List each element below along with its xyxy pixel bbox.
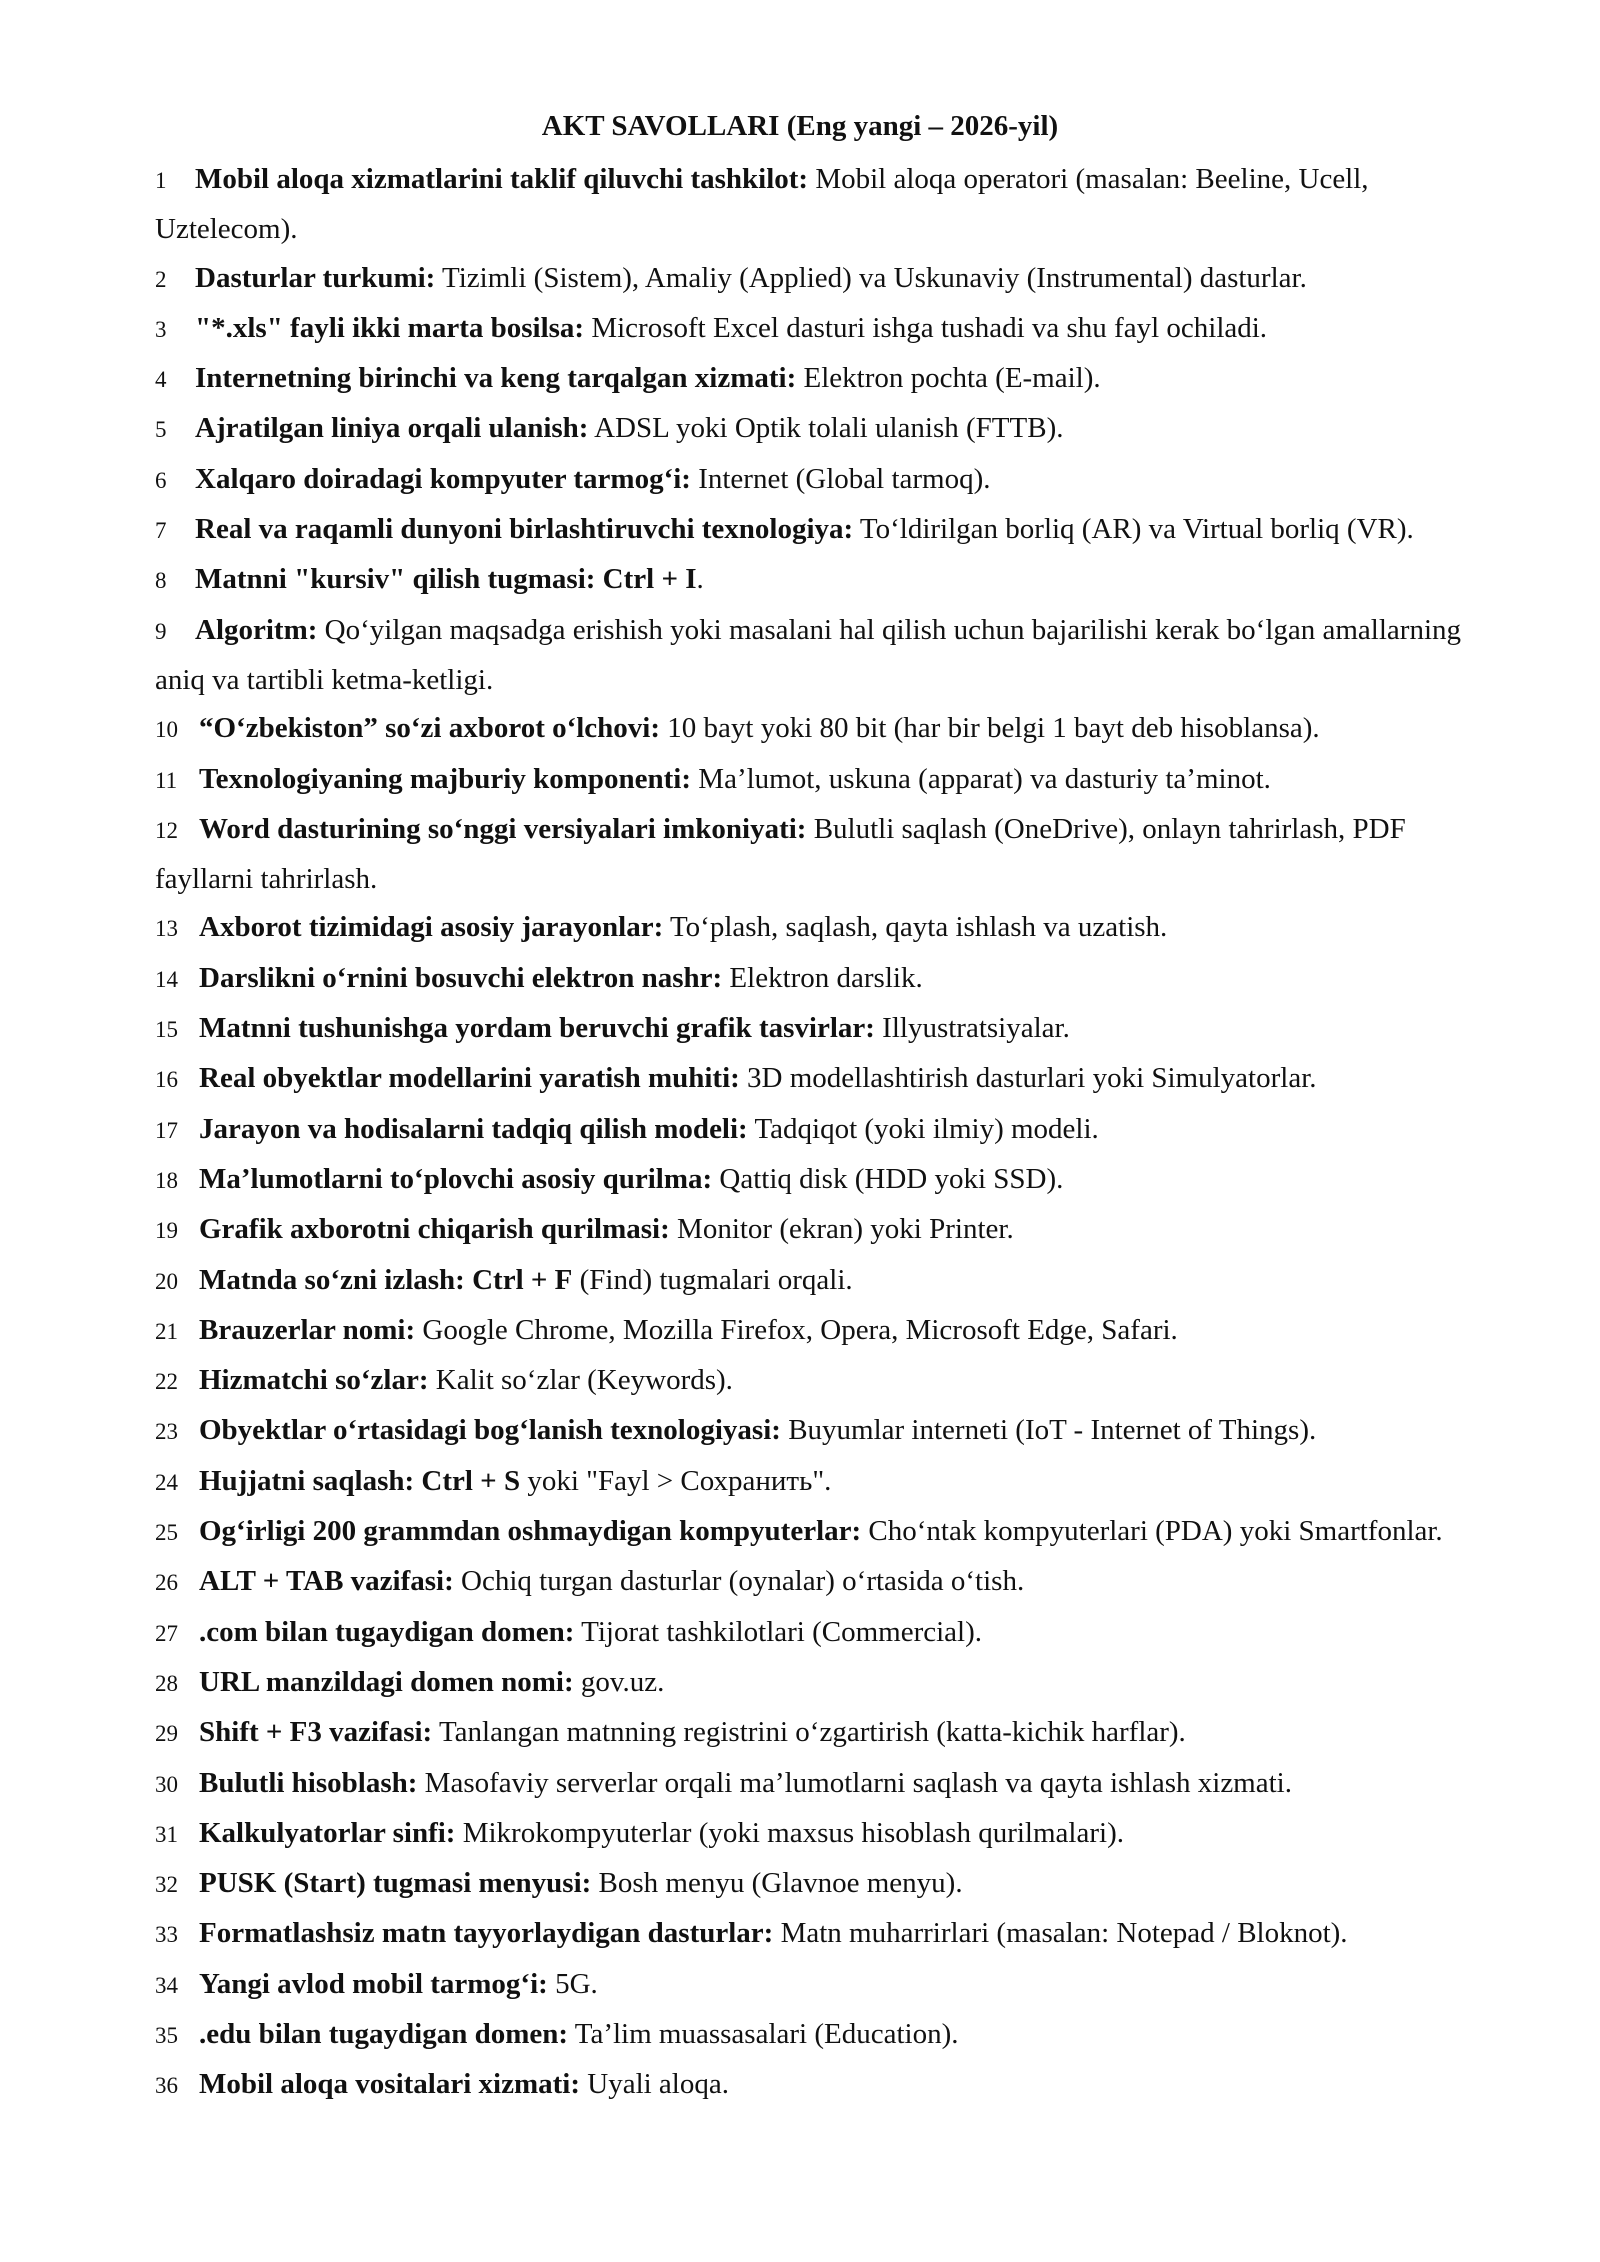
list-item <box>155 1557 1495 1607</box>
list-item <box>155 254 1495 304</box>
item-number: 33 <box>155 1922 178 1948</box>
list-item <box>155 1909 1495 1959</box>
question-text: Matnni tushunishga yordam beruvchi grafik tasvirlar: <box>199 1012 875 1045</box>
answer-text: ADSL yoki Optik tolali ulanish (FTTB). <box>588 412 1064 445</box>
question-text: Formatlashsiz matn tayyorlaydigan dasturlar: <box>199 1917 774 1950</box>
item-number: 3 <box>155 316 167 342</box>
answer-text: 10 bayt yoki 80 bit (har bir belgi 1 bayt deb hisoblansa). <box>660 712 1320 745</box>
item-number: 10 <box>155 717 178 743</box>
item-number: 34 <box>155 1972 178 1998</box>
item-number: 17 <box>155 1117 178 1143</box>
answer-text: yoki "Fayl > Сохранить". <box>520 1464 832 1497</box>
list-item <box>155 1759 1495 1809</box>
list-item <box>155 155 1495 254</box>
list-item <box>155 505 1495 555</box>
question-text: ALT + TAB vazifasi: <box>199 1565 454 1598</box>
question-text: Hizmatchi so‘zlar: <box>199 1364 429 1397</box>
answer-text: Tanlangan matnning registrini o‘zgartirish (katta-kichik harflar). <box>432 1716 1186 1749</box>
question-text: PUSK (Start) tugmasi menyusi: <box>199 1867 592 1900</box>
list-item <box>155 1708 1495 1758</box>
question-text: Ajratilgan liniya orqali ulanish: <box>195 412 589 445</box>
question-text: Obyektlar o‘rtasidagi bog‘lanish texnologiyasi: <box>199 1414 781 1447</box>
list-item <box>155 1205 1495 1255</box>
question-text: Kalkulyatorlar sinfi: <box>199 1816 456 1849</box>
answer-text: Masofaviy serverlar orqali ma’lumotlarni saqlash va qayta ishlash xizmati. <box>417 1766 1292 1799</box>
question-text: Internetning birinchi va keng tarqalgan xizmati: <box>195 362 797 395</box>
question-text: Grafik axborotni chiqarish qurilmasi: <box>199 1213 670 1246</box>
item-number: 2 <box>155 266 167 292</box>
answer-text: Elektron pochta (E-mail). <box>796 362 1101 395</box>
list-item <box>155 1507 1495 1557</box>
question-text: Mobil aloqa xizmatlarini taklif qiluvchi tashkilot: <box>195 163 809 195</box>
list-item <box>155 1608 1495 1658</box>
question-text: “O‘zbekiston” so‘zi axborot o‘lchovi: <box>199 712 661 745</box>
list-item <box>155 606 1495 705</box>
question-text: Texnologiyaning majburiy komponenti: <box>199 762 692 795</box>
answer-text: 5G. <box>547 1967 598 2000</box>
item-number: 14 <box>155 966 178 992</box>
list-item <box>155 1457 1495 1507</box>
question-text: Real obyektlar modellarini yaratish muhiti: <box>199 1062 740 1095</box>
list-item <box>155 954 1495 1004</box>
answer-text: Uyali aloqa. <box>580 2068 729 2101</box>
list-item <box>155 404 1495 454</box>
question-text: Xalqaro doiradagi kompyuter tarmog‘i: <box>195 462 691 495</box>
question-text: Matnda so‘zni izlash: Ctrl + F <box>199 1263 573 1296</box>
answer-text: Google Chrome, Mozilla Firefox, Opera, Microsoft Edge, Safari. <box>415 1313 1178 1346</box>
list-item <box>155 1960 1495 2010</box>
item-number: 35 <box>155 2022 178 2048</box>
question-text: Brauzerlar nomi: <box>199 1313 416 1346</box>
item-number: 36 <box>155 2073 178 2099</box>
answer-text: Bosh menyu (Glavnoe menyu). <box>591 1867 963 1900</box>
list-item <box>155 1809 1495 1859</box>
list-item <box>155 1004 1495 1054</box>
item-number: 32 <box>155 1872 178 1898</box>
item-number: 7 <box>155 518 167 544</box>
item-number: 11 <box>155 767 178 793</box>
question-text: Yangi avlod mobil tarmog‘i: <box>199 1967 548 2000</box>
question-text: Mobil aloqa vositalari xizmati: <box>199 2068 580 2101</box>
item-number: 12 <box>155 817 178 843</box>
list-item <box>155 805 1495 904</box>
list-item <box>155 1155 1495 1205</box>
item-number: 23 <box>155 1419 178 1445</box>
list-item <box>155 755 1495 805</box>
list-item <box>155 555 1495 605</box>
question-text: Shift + F3 vazifasi: <box>199 1716 433 1749</box>
item-number: 4 <box>155 367 167 393</box>
answer-text: Tizimli (Sistem), Amaliy (Applied) va Uskunaviy (Instrumental) dasturlar. <box>435 261 1307 294</box>
list-item <box>155 1658 1495 1708</box>
item-number: 29 <box>155 1721 178 1747</box>
list-item <box>155 1306 1495 1356</box>
item-number: 8 <box>155 568 167 594</box>
question-text: Bulutli hisoblash: <box>199 1766 418 1799</box>
list-item <box>155 1406 1495 1456</box>
answer-text: Tijorat tashkilotlari (Commercial). <box>574 1615 983 1648</box>
list-item <box>155 1105 1495 1155</box>
answer-text: (Find) tugmalari orqali. <box>572 1263 853 1296</box>
list-item <box>155 455 1495 505</box>
question-text: Og‘irligi 200 grammdan oshmaydigan kompyuterlar: <box>199 1515 862 1548</box>
answer-text: Mikrokompyuterlar (yoki maxsus hisoblash qurilmalari). <box>455 1816 1124 1849</box>
answer-text: Buyumlar interneti (IoT - Internet of Things). <box>780 1414 1317 1447</box>
item-number: 5 <box>155 417 167 443</box>
question-text: Ma’lumotlarni to‘plovchi asosiy qurilma: <box>199 1162 713 1195</box>
answer-text: Ta’lim muassasalari (Education). <box>568 2017 959 2050</box>
answer-text: Internet (Global tarmoq). <box>690 462 991 495</box>
item-number: 9 <box>155 618 167 644</box>
answer-text: Matn muharrirlari (masalan: Notepad / Bloknot). <box>773 1917 1348 1950</box>
answer-text: Microsoft Excel dasturi ishga tushadi va shu fayl ochiladi. <box>584 311 1268 344</box>
answer-text: Mobil aloqa operatori (masalan: Beeline, Ucell, Uztelecom). <box>155 163 1369 246</box>
question-text: .edu bilan tugaydigan domen: <box>199 2017 569 2050</box>
question-text: Real va raqamli dunyoni birlashtiruvchi texnologiya: <box>195 513 854 546</box>
list-item <box>155 1256 1495 1306</box>
question-text: Jarayon va hodisalarni tadqiq qilish modeli: <box>199 1112 748 1145</box>
answer-text: 3D modellashtirish dasturlari yoki Simulyatorlar. <box>739 1062 1317 1095</box>
question-text: Matnni "kursiv" qilish tugmasi: Ctrl + I <box>195 563 697 596</box>
item-number: 22 <box>155 1369 178 1395</box>
answer-text: Ochiq turgan dasturlar (oynalar) o‘rtasida o‘tish. <box>453 1565 1025 1598</box>
item-number: 19 <box>155 1218 178 1244</box>
answer-text: gov.uz. <box>573 1665 665 1698</box>
answer-text: Elektron darslik. <box>722 961 923 994</box>
answer-text: To‘ldirilgan borliq (AR) va Virtual borliq (VR). <box>853 513 1414 546</box>
list-item <box>155 354 1495 404</box>
list-item <box>155 704 1495 754</box>
item-number: 18 <box>155 1167 178 1193</box>
page-title: AKT SAVOLLARI (Eng yangi – 2026-yil) <box>541 110 1059 142</box>
answer-text: To‘plash, saqlash, qayta ishlash va uzatish. <box>663 911 1168 944</box>
item-number: 6 <box>155 467 167 493</box>
question-text: Dasturlar turkumi: <box>195 261 436 294</box>
answer-text: . <box>696 563 704 596</box>
item-number: 13 <box>155 916 178 942</box>
item-number: 26 <box>155 1570 178 1596</box>
question-text: Algoritm: <box>195 613 318 646</box>
answer-text: Cho‘ntak kompyuterlari (PDA) yoki Smartfonlar. <box>861 1515 1443 1548</box>
item-number: 21 <box>155 1318 178 1344</box>
item-number: 27 <box>155 1620 178 1646</box>
item-number: 28 <box>155 1670 178 1696</box>
answer-text: Kalit so‘zlar (Keywords). <box>428 1364 733 1397</box>
question-text: Hujjatni saqlash: Ctrl + S <box>199 1464 521 1497</box>
answer-text: Bulutli saqlash (OneDrive), onlayn tahrirlash, PDF fayllarni tahrirlash. <box>155 812 1406 896</box>
answer-text: Monitor (ekran) yoki Printer. <box>669 1213 1014 1246</box>
list-item <box>155 2060 1495 2110</box>
item-number: 24 <box>155 1469 178 1495</box>
item-number: 16 <box>155 1067 178 1093</box>
question-text: URL manzildagi domen nomi: <box>199 1665 574 1698</box>
list-item <box>155 1054 1495 1104</box>
answer-text: Ma’lumot, uskuna (apparat) va dasturiy ta’minot. <box>691 762 1271 795</box>
question-text: Word dasturining so‘nggi versiyalari imkoniyati: <box>199 812 807 845</box>
answer-text: Qo‘yilgan maqsadga erishish yoki masalani hal qilish uchun bajarilishi kerak bo‘lgan amallarning aniq va tartibli ketma-ketligi. <box>155 613 1462 696</box>
list-item <box>155 1356 1495 1406</box>
question-text: Darslikni o‘rnini bosuvchi elektron nashr: <box>199 961 723 994</box>
item-number: 31 <box>155 1821 178 1847</box>
question-text: .com bilan tugaydigan domen: <box>199 1615 575 1648</box>
list-item <box>155 903 1495 953</box>
list-item <box>155 1859 1495 1909</box>
list-item <box>155 2010 1495 2060</box>
item-number: 25 <box>155 1520 178 1546</box>
question-text: "*.xls" fayli ikki marta bosilsa: <box>195 311 585 344</box>
item-number: 20 <box>155 1268 178 1294</box>
item-number: 15 <box>155 1017 178 1043</box>
list-item <box>155 304 1495 354</box>
answer-text: Tadqiqot (yoki ilmiy) modeli. <box>747 1112 1099 1145</box>
question-text: Axborot tizimidagi asosiy jarayonlar: <box>199 911 664 944</box>
item-number: 30 <box>155 1771 178 1797</box>
item-number: 1 <box>155 168 167 193</box>
answer-text: Illyustratsiyalar. <box>874 1012 1070 1045</box>
qa-list <box>155 155 1495 2111</box>
answer-text: Qattiq disk (HDD yoki SSD). <box>712 1162 1064 1195</box>
